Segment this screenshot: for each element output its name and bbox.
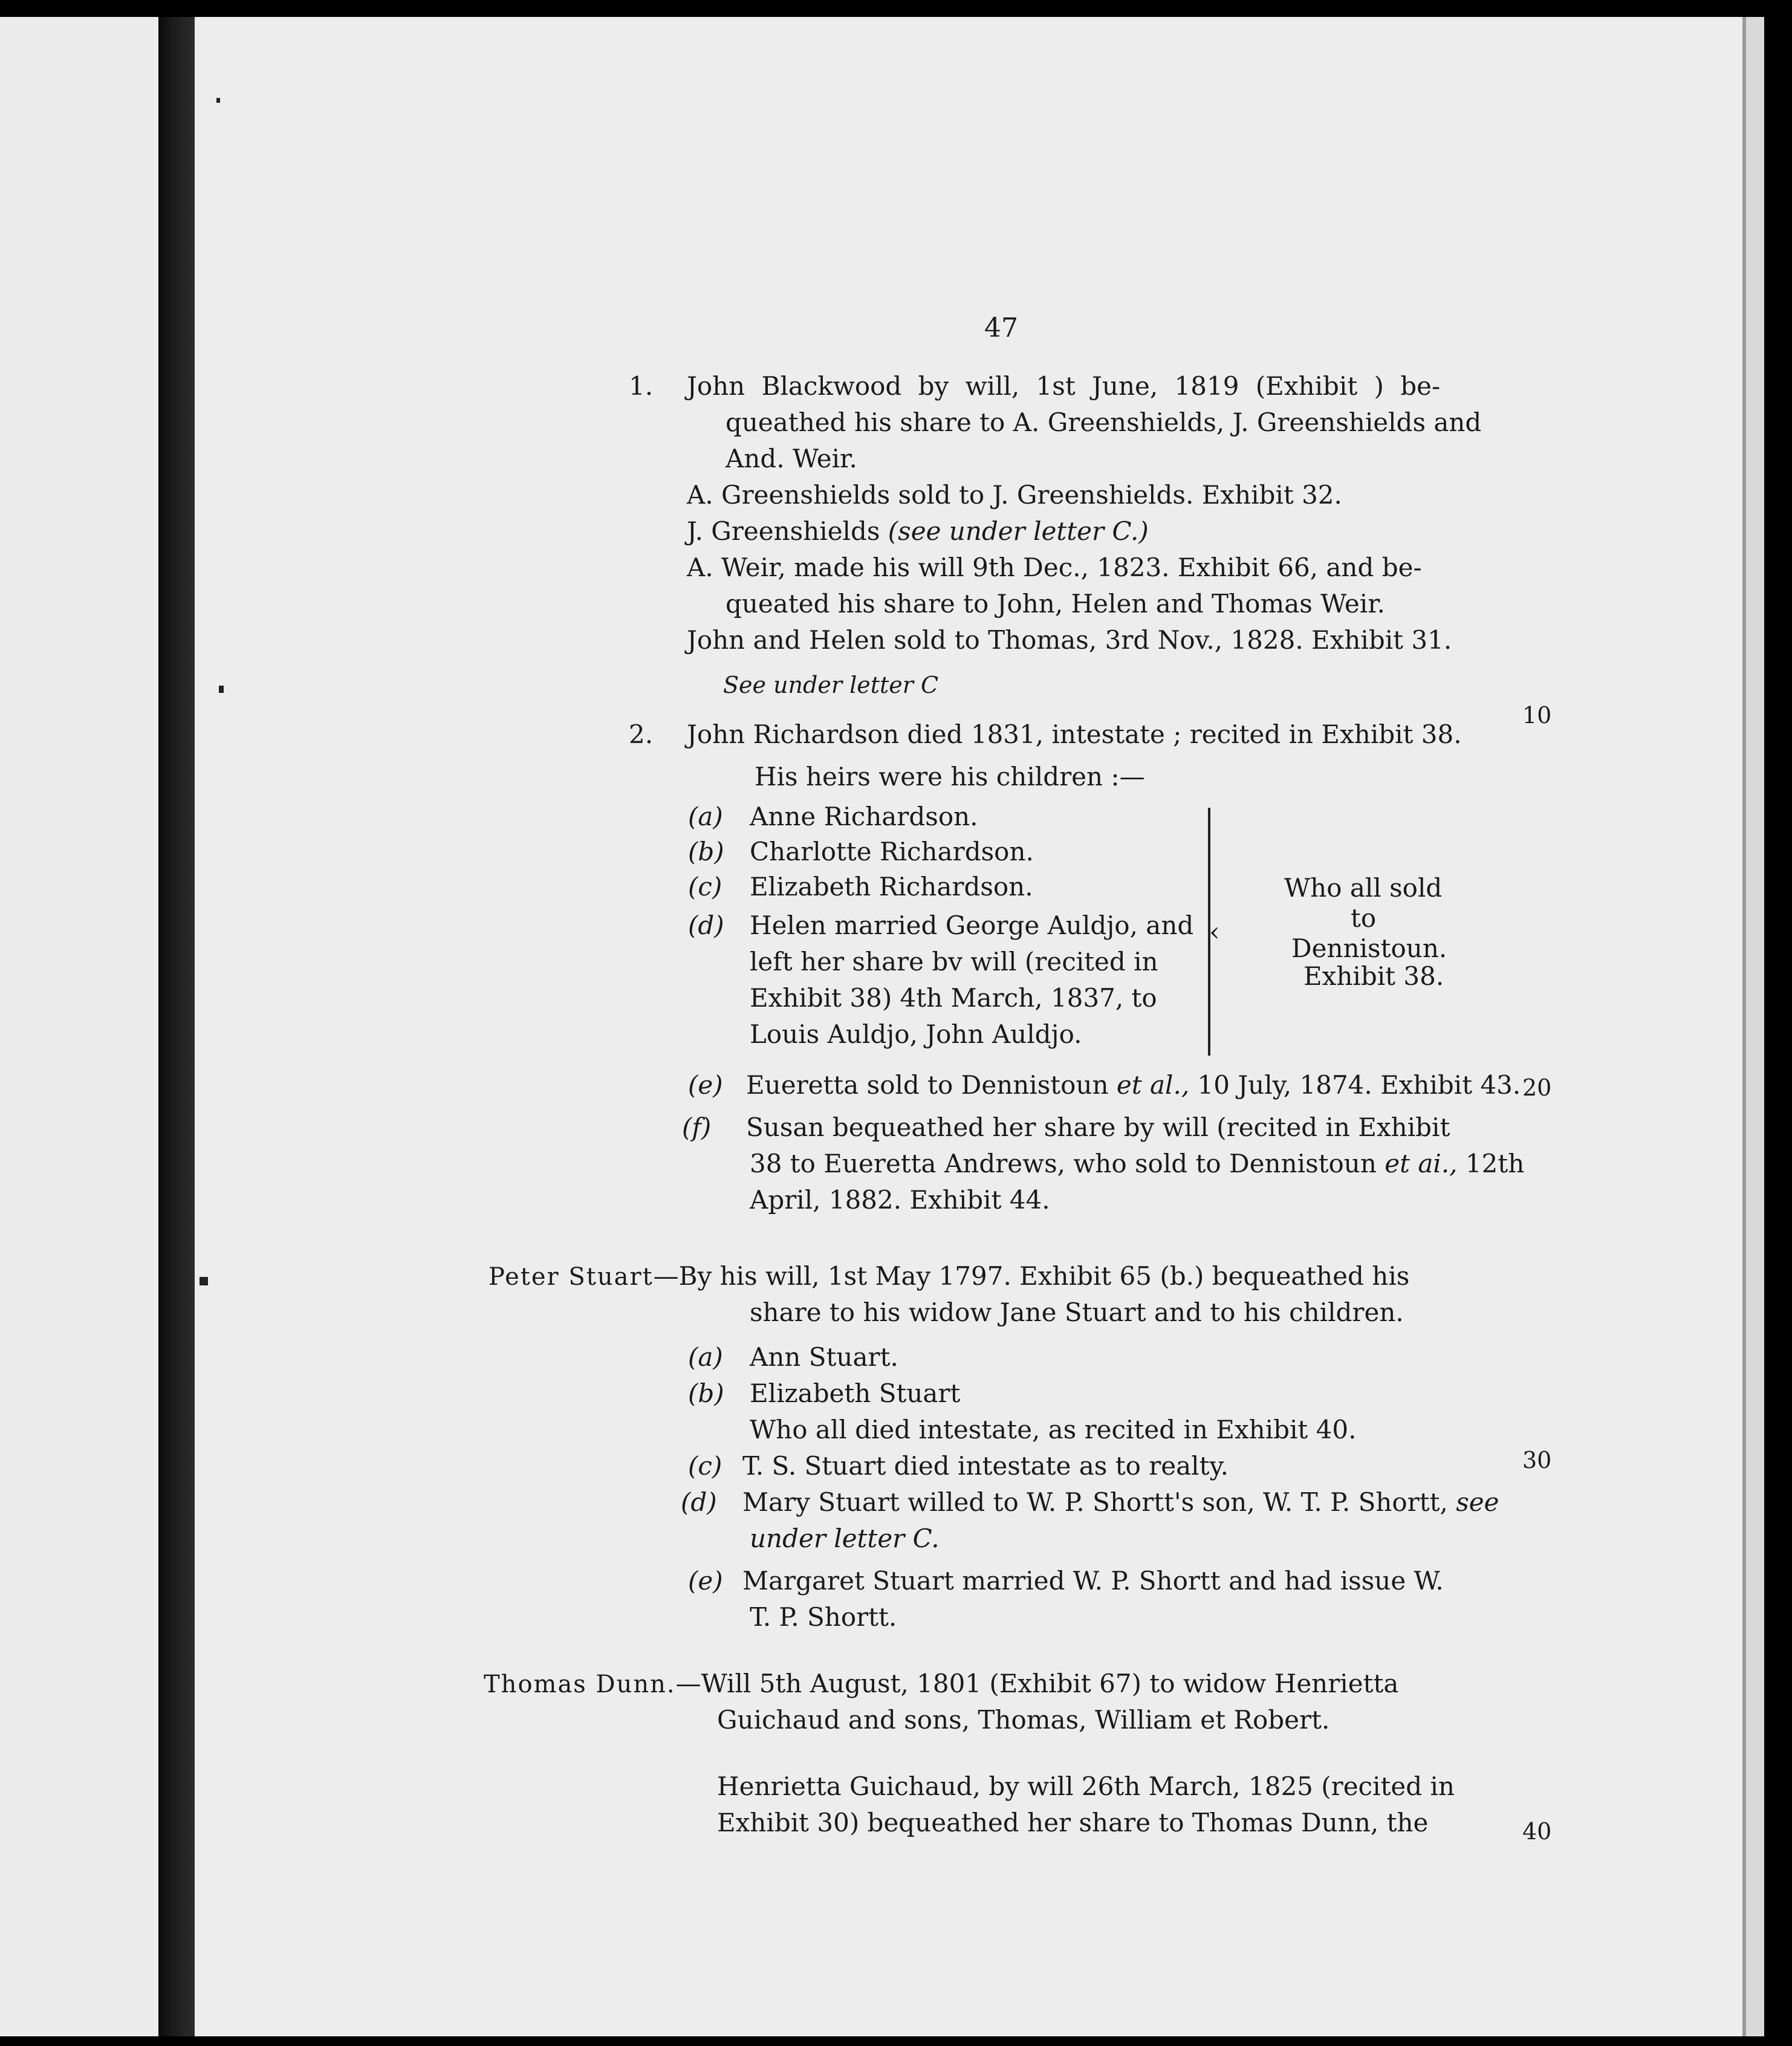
child-entry: Who all died intestate, as recited in Exhibit 40.: [750, 1415, 1357, 1444]
facing-page-edge: [0, 17, 158, 2036]
child-entry: Margaret Stuart married W. P. Shortt and had issue W.: [742, 1566, 1444, 1596]
child-entry: T. P. Shortt.: [750, 1602, 897, 1632]
child-entry: Elizabeth Stuart: [750, 1379, 961, 1408]
heir-entry: Charlotte Richardson.: [750, 837, 1034, 866]
brace-note: Dennistoun.: [1291, 934, 1447, 963]
thomas-dunn-line: Henrietta Guichaud, by will 26th March, 1825 (recited in: [717, 1772, 1455, 1801]
child-entry: T. S. Stuart died intestate as to realty.: [742, 1451, 1229, 1481]
text-segment: 12th: [1465, 1149, 1525, 1178]
italic-reference: (see under letter C.): [888, 516, 1149, 546]
thomas-dunn-line: Exhibit 30) bequeathed her share to Thomas Dunn, the: [717, 1808, 1429, 1837]
heir-entry: [746, 1070, 1521, 1100]
text-segment: J. Greenshields: [687, 516, 880, 546]
thomas-dunn-line: Guichaud and sons, Thomas, William et Robert.: [717, 1705, 1330, 1735]
brace-note: Exhibit 38.: [1303, 961, 1444, 991]
text-segment: —By his will, 1st May 1797. Exhibit 65 (b.) bequeathed his: [653, 1261, 1410, 1291]
italic-reference: et ai.,: [1385, 1149, 1458, 1178]
text-segment: —Will 5th August, 1801 (Exhibit 67) to widow Henrietta: [675, 1669, 1399, 1698]
book-gutter: [158, 17, 195, 2036]
person-name: Thomas Dunn.: [484, 1671, 676, 1698]
item-label: (c): [688, 1451, 722, 1481]
heir-entry: Louis Auldjo, John Auldjo.: [750, 1019, 1082, 1049]
curly-brace-point: ‹: [1209, 917, 1220, 947]
item-label: (f): [682, 1112, 712, 1142]
heir-entry: April, 1882. Exhibit 44.: [750, 1185, 1050, 1215]
heirs-intro: His heirs were his children :—: [755, 762, 1145, 791]
peter-stuart-line: share to his widow Jane Stuart and to his children.: [750, 1297, 1404, 1327]
line-number-margin: 40: [1522, 1818, 1552, 1845]
item-label: (b): [688, 1379, 724, 1408]
text-segment: Mary Stuart willed to W. P. Shortt's son, W. T. P. Shortt,: [742, 1487, 1448, 1517]
heir-entry: left her share bv will (recited in: [750, 947, 1158, 976]
heir-entry: Elizabeth Richardson.: [750, 872, 1033, 901]
section-1-line: [687, 516, 1149, 547]
italic-reference: under letter C.: [750, 1524, 940, 1553]
section-2-line: John Richardson died 1831, intestate ; recited in Exhibit 38.: [687, 719, 1462, 749]
text-segment: 10 July, 1874. Exhibit 43.: [1197, 1070, 1521, 1100]
speck: [200, 1277, 208, 1285]
section-1-line: queathed his share to A. Greenshields, J. Greenshields and: [726, 408, 1482, 437]
line-number-margin: 30: [1522, 1447, 1552, 1473]
heir-entry: Helen married George Auldjo, and: [750, 911, 1194, 940]
item-label: (a): [688, 1342, 723, 1372]
section-1-line: John and Helen sold to Thomas, 3rd Nov., 1828. Exhibit 31.: [687, 625, 1452, 655]
item-label: (d): [681, 1487, 717, 1517]
item-label: (b): [688, 837, 724, 866]
section-1-line: John Blackwood by will, 1st June, 1819 (Exhibit ) be-: [687, 371, 1441, 401]
heir-entry: [750, 1149, 1524, 1179]
line-number-margin: 20: [1522, 1074, 1552, 1101]
text-segment: 38 to Eueretta Andrews, who sold to Dennistoun: [750, 1149, 1377, 1178]
child-entry: [742, 1487, 1499, 1518]
person-name: Peter Stuart: [489, 1263, 654, 1291]
heir-entry: Exhibit 38) 4th March, 1837, to: [750, 983, 1157, 1013]
italic-reference: See under letter C: [723, 672, 939, 698]
thomas-dunn-paragraph: [484, 1669, 1398, 1700]
text-segment: Eueretta sold to Dennistoun: [746, 1070, 1109, 1100]
section-2-number: 2.: [629, 719, 654, 749]
italic-reference: et al.,: [1116, 1070, 1190, 1100]
line-number-margin: 10: [1522, 702, 1552, 729]
speck: [216, 98, 220, 103]
section-1-number: 1.: [629, 371, 654, 401]
page-right-edge: [1742, 17, 1764, 2036]
page-number: 47: [984, 313, 1018, 343]
item-label: (a): [688, 802, 723, 831]
item-label: (c): [688, 872, 722, 901]
item-label: (d): [688, 911, 724, 940]
brace-note: Who all sold: [1284, 873, 1443, 903]
italic-reference: see: [1456, 1487, 1499, 1517]
section-1-line: And. Weir.: [726, 444, 857, 473]
heir-entry: Susan bequeathed her share by will (recited in Exhibit: [746, 1112, 1450, 1142]
item-label: (e): [688, 1566, 723, 1596]
section-1-line: A. Greenshields sold to J. Greenshields. Exhibit 32.: [687, 480, 1342, 510]
speck: [219, 686, 224, 693]
heir-entry: Anne Richardson.: [750, 802, 978, 831]
peter-stuart-paragraph: [489, 1261, 1409, 1292]
section-1-line: A. Weir, made his will 9th Dec., 1823. Exhibit 66, and be-: [687, 553, 1422, 582]
item-label: (e): [688, 1070, 723, 1100]
child-entry: Ann Stuart.: [750, 1342, 898, 1372]
section-1-line: queated his share to John, Helen and Thomas Weir.: [726, 589, 1386, 619]
brace-note: to: [1351, 903, 1377, 933]
